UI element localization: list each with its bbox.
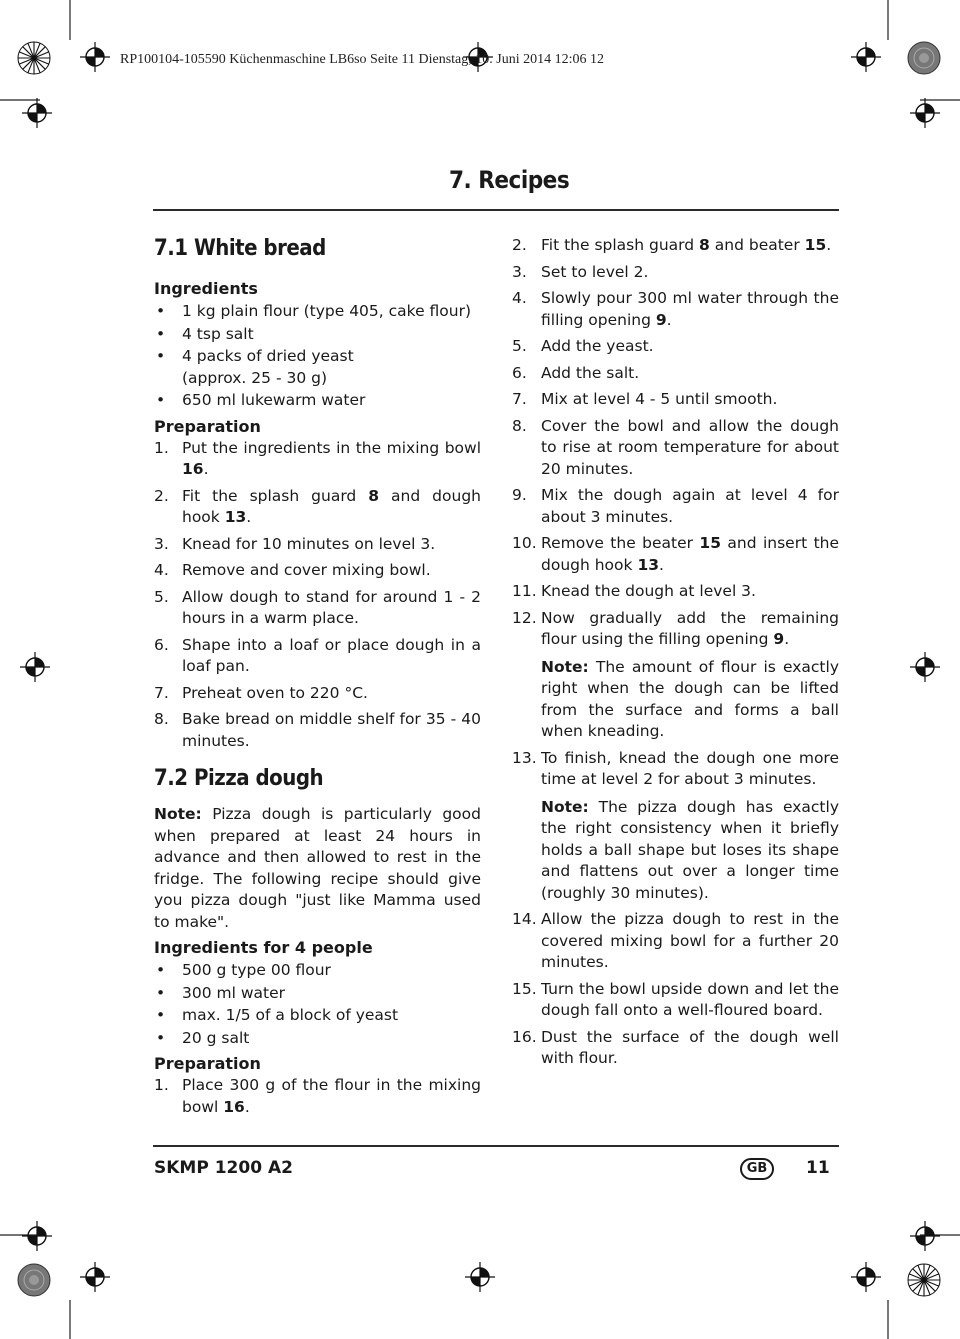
step-item <box>154 486 481 529</box>
step-item <box>512 608 839 743</box>
step-number: 14. <box>512 910 537 928</box>
step-item <box>154 587 481 630</box>
step-text: Preheat oven to 220 °C. <box>182 683 368 702</box>
print-slug-line: RP100104-105590 Küchenmaschine LB6so Seite 11 Dienstag, 10. Juni 2014 12:06 12 <box>120 52 604 67</box>
step-item <box>512 581 839 603</box>
step-note: Note: The pizza dough has exactly the right consistency when it briefly holds a ball shape but loses its shape and flattens out over a longer time (roughly 30 minutes). <box>541 797 839 902</box>
step-text: Remove the beater 15 and insert the dough hook 13. <box>541 534 840 574</box>
list-item: • 500 g type 00 flour <box>154 960 481 982</box>
model-number: SKMP 1200 A2 <box>154 1158 293 1178</box>
step-item <box>154 683 481 705</box>
step-item <box>154 635 481 678</box>
part-reference: 13 <box>637 555 660 574</box>
language-badge: GB <box>740 1158 774 1180</box>
step-number: 2. <box>512 236 527 254</box>
part-reference: 15 <box>699 534 721 552</box>
pizza-steps-left <box>154 1075 481 1118</box>
step-item <box>512 416 839 481</box>
step-number: 7. <box>154 683 169 702</box>
step-number: 13. <box>512 748 537 767</box>
step-number: 9. <box>512 486 527 504</box>
step-item <box>154 560 481 582</box>
step-note: Note: The amount of flour is exactly right when the dough can be lifted from the surface and forms a ball when kneading. <box>541 657 839 740</box>
step-number: 5. <box>154 587 169 606</box>
step-text: Allow the pizza dough to rest in the covered mixing bowl for a further 20 minutes. <box>541 910 839 971</box>
part-reference: 16 <box>182 460 204 478</box>
step-number: 1. <box>154 438 169 457</box>
ingredients-heading: Ingredients <box>154 279 258 298</box>
section-title-white-bread: 7.1 White bread <box>154 236 326 261</box>
step-number: 8. <box>154 710 169 728</box>
crosshair-icon <box>20 652 50 682</box>
right-column <box>512 235 839 1075</box>
step-item <box>512 288 839 331</box>
crosshair-icon <box>80 42 110 72</box>
step-text: Set to level 2. <box>541 262 649 281</box>
part-reference: 9 <box>773 630 785 648</box>
header-rule <box>153 209 839 211</box>
step-number: 16. <box>512 1027 537 1046</box>
step-item <box>154 534 481 556</box>
crosshair-icon <box>910 98 940 128</box>
step-number: 10. <box>512 534 537 552</box>
step-number: 5. <box>512 337 527 355</box>
crosshair-icon <box>22 1221 52 1251</box>
footer-rule <box>153 1145 839 1147</box>
pizza-steps-right <box>512 235 839 1070</box>
step-number: 1. <box>154 1076 169 1094</box>
step-text: Fit the splash guard 8 and beater 15. <box>541 236 832 254</box>
crosshair-icon <box>851 1262 881 1292</box>
step-text: Allow dough to stand for around 1 - 2 hours in a warm place. <box>182 587 481 627</box>
step-text: Remove and cover mixing bowl. <box>182 561 431 579</box>
step-item <box>512 363 839 385</box>
step-text: To finish, knead the dough one more time at level 2 for about 3 minutes. Note: The pizza dough has exactly the right consistency when it briefly holds a ball shape but loses its shape and flattens out over a longer time (roughly 30 minutes). <box>541 748 839 905</box>
white-bread-steps <box>154 438 481 753</box>
step-text: Mix the dough again at level 4 for about 3 minutes. <box>541 486 839 526</box>
preparation-heading: Preparation <box>154 416 261 436</box>
part-reference: 8 <box>368 486 380 505</box>
step-item <box>512 909 839 974</box>
step-item <box>512 1027 839 1070</box>
crosshair-icon <box>80 1262 110 1292</box>
step-text: Add the yeast. <box>541 337 654 355</box>
step-number: 4. <box>154 561 169 579</box>
step-text: Slowly pour 300 ml water through the filling opening 9. <box>541 289 839 329</box>
step-number: 3. <box>154 534 169 553</box>
step-number: 2. <box>154 486 169 505</box>
gray-registration-disc-icon <box>906 40 942 76</box>
pizza-ingredients-list <box>154 960 481 1049</box>
crosshair-icon <box>910 652 940 682</box>
chapter-title: 7. Recipes <box>449 166 570 194</box>
note-label: Note: <box>541 657 589 676</box>
step-text: Mix at level 4 - 5 until smooth. <box>541 390 778 408</box>
step-item <box>154 1075 481 1118</box>
list-item: • 4 tsp salt <box>154 324 481 346</box>
step-item <box>512 533 839 576</box>
step-text: Add the salt. <box>541 363 640 382</box>
list-item: • 1 kg plain flour (type 405, cake flour) <box>154 301 481 323</box>
page-number: 11 <box>806 1158 830 1178</box>
crosshair-icon <box>851 42 881 72</box>
step-number: 6. <box>154 635 169 654</box>
step-number: 11. <box>512 582 537 600</box>
part-reference: 9 <box>655 310 667 329</box>
step-text: Fit the splash guard 8 and dough hook 13. <box>182 486 481 526</box>
step-number: 4. <box>512 289 527 307</box>
step-item <box>512 389 839 411</box>
step-text: Put the ingredients in the mixing bowl 16. <box>182 438 481 478</box>
step-text: Bake bread on middle shelf for 35 - 40 minutes. <box>182 710 481 750</box>
list-item: • 4 packs of dried yeast (approx. 25 - 30 g) <box>154 346 382 389</box>
part-reference: 13 <box>224 508 247 526</box>
step-text: Now gradually add the remaining flour using the filling opening 9. Note: The amount of flour is exactly right when the dough can be lifted from the surface and forms a ball when kneading. <box>541 608 839 743</box>
note-label: Note: <box>154 805 202 823</box>
step-item <box>512 485 839 528</box>
section-title-pizza-dough: 7.2 Pizza dough <box>154 766 324 791</box>
list-item: • max. 1/5 of a block of yeast <box>154 1005 481 1027</box>
note-label: Note: <box>541 797 589 816</box>
step-text: Cover the bowl and allow the dough to rise at room temperature for about 20 minutes. <box>541 416 839 478</box>
list-item: • 300 ml water <box>154 983 481 1005</box>
step-text: Knead the dough at level 3. <box>541 582 756 600</box>
list-item: • 20 g salt <box>154 1028 481 1050</box>
pizza-note: Note: Pizza dough is particularly good when prepared at least 24 hours in advance and then allowed to rest in the fridge. The following recipe should give you pizza dough "just like Mamma used to make". <box>154 805 481 931</box>
white-bread-ingredients-list <box>154 301 481 412</box>
step-item <box>154 709 481 752</box>
starburst-registration-icon <box>906 1262 942 1298</box>
crosshair-icon <box>22 98 52 128</box>
step-number: 7. <box>512 390 527 408</box>
crosshair-icon <box>465 1262 495 1292</box>
step-item <box>512 336 839 358</box>
step-text: Dust the surface of the dough well with flour. <box>541 1027 839 1067</box>
preparation-heading: Preparation <box>154 1054 261 1073</box>
step-text: Knead for 10 minutes on level 3. <box>182 534 436 553</box>
step-item <box>512 262 839 284</box>
starburst-registration-icon <box>16 40 52 76</box>
step-text: Place 300 g of the flour in the mixing bowl 16. <box>182 1076 481 1116</box>
step-number: 15. <box>512 979 537 998</box>
step-item <box>154 438 481 481</box>
step-number: 3. <box>512 262 527 281</box>
step-number: 8. <box>512 416 527 435</box>
crosshair-icon <box>910 1221 940 1251</box>
step-item <box>512 979 839 1022</box>
step-item <box>512 748 839 905</box>
part-reference: 16 <box>223 1097 245 1116</box>
step-text: Shape into a loaf or place dough in a loaf pan. <box>182 635 481 675</box>
gray-registration-disc-icon <box>16 1262 52 1298</box>
step-number: 12. <box>512 608 537 627</box>
left-column <box>154 232 481 1123</box>
part-reference: 15 <box>804 236 827 254</box>
list-item: • 650 ml lukewarm water <box>154 390 481 412</box>
ingredients-heading: Ingredients for 4 people <box>154 938 373 957</box>
part-reference: 8 <box>699 236 710 254</box>
step-number: 6. <box>512 363 527 382</box>
step-text: Turn the bowl upside down and let the dough fall onto a well-floured board. <box>541 979 839 1019</box>
step-item <box>512 235 839 257</box>
